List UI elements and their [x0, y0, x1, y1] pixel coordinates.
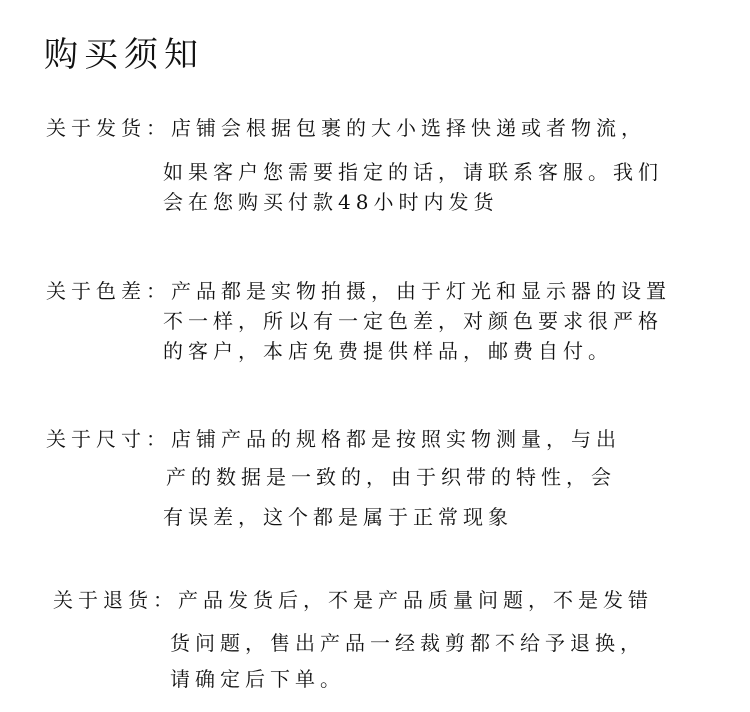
section-shipping-line-1 [46, 113, 646, 143]
section-shipping-text-1: 店铺会根据包裹的大小选择快递或者物流， [171, 116, 646, 140]
page-title: 购买须知 [44, 35, 204, 75]
section-returns-line-2: 货问题，售出产品一经裁剪都不给予退换， [170, 631, 645, 655]
section-color-line-1 [46, 276, 671, 306]
section-size-text-1: 店铺产品的规格都是按照实物测量，与出 [171, 427, 621, 451]
section-returns-text-1: 产品发货后，不是产品质量问题，不是发错 [178, 588, 653, 612]
section-shipping-line-3: 会在您购买付款48小时内发货 [163, 190, 499, 214]
section-color-text-1: 产品都是实物拍摄，由于灯光和显示器的设置 [171, 279, 671, 303]
section-shipping-label: 关于发货： [46, 116, 171, 140]
section-size-line-2: 产的数据是一致的，由于织带的特性，会 [166, 465, 616, 489]
section-color-label: 关于色差： [46, 279, 171, 303]
section-color-line-3: 的客户，本店免费提供样品，邮费自付。 [163, 339, 613, 363]
section-returns-line-3: 请确定后下单。 [170, 667, 345, 691]
section-shipping-line-2: 如果客户您需要指定的话，请联系客服。我们 [163, 160, 663, 184]
section-size-line-3: 有误差，这个都是属于正常现象 [163, 505, 513, 529]
section-color-line-2: 不一样，所以有一定色差，对颜色要求很严格 [163, 309, 663, 333]
section-size-label: 关于尺寸： [46, 427, 171, 451]
section-returns-label: 关于退货： [53, 588, 178, 612]
section-returns-line-1 [53, 585, 653, 615]
section-size-line-1 [46, 424, 621, 454]
